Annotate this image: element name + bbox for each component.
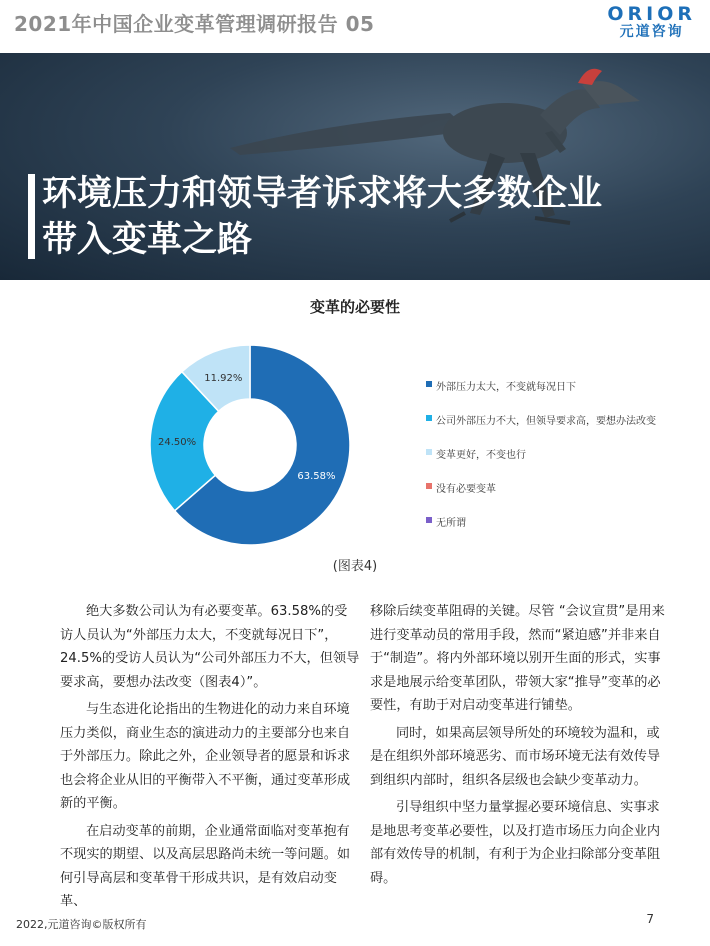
logo-en: ORIOR <box>607 3 696 25</box>
body-column-left <box>60 600 360 918</box>
banner-accent-bar <box>28 174 35 259</box>
legend-item <box>426 514 656 548</box>
legend-swatch <box>426 381 432 387</box>
legend-swatch <box>426 483 432 489</box>
chart-title: 变革的必要性 <box>309 298 400 316</box>
paragraph: 绝大多数公司认为有必要变革。63.58%的受访人员认为“外部压力太大，不变就每况日下”，24.5%的受访人员认为“公司外部压力不大，但领导要求高，要想办法改变（图表4）”。 <box>60 604 360 690</box>
legend-label: 无所谓 <box>436 518 466 529</box>
legend-label: 没有必要变革 <box>436 484 496 495</box>
paragraph: 移除后续变革阻碍的关键。尽管 “会议宣贯”是用来进行变革动员的常用手段，然而“紧迫感”并非来自于“制造”。将内外部环境以别开生面的形式，实事求是地展示给变革团队，带领大家“推导”变革的必要性，有助于对启动变革进行铺垫。 <box>370 604 665 713</box>
legend-item <box>426 446 656 480</box>
logo-cn: 元道咨询 <box>619 24 684 40</box>
logo <box>607 4 696 40</box>
legend-item <box>426 480 656 514</box>
legend-item <box>426 378 656 412</box>
footer-copyright: 2022,元道咨询©版权所有 <box>16 918 147 931</box>
legend-swatch <box>426 517 432 523</box>
header-title: 2021年中国企业变革管理调研报告 05 <box>14 12 375 36</box>
slice-label: 11.92% <box>204 373 243 385</box>
page-number: 7 <box>646 912 654 926</box>
donut-chart <box>120 330 380 560</box>
paragraph: 引导组织中坚力量掌握必要环境信息、实事求是地思考变革必要性，以及打造市场压力向企业内部有效传导的机制，有利于为企业扫除部分变革阻碍。 <box>370 800 661 886</box>
banner-title-line2: 带入变革之路 <box>42 220 253 260</box>
banner-title-line1: 环境压力和领导者诉求将大多数企业 <box>42 174 603 214</box>
slice-label: 63.58% <box>297 471 336 483</box>
paragraph: 在启动变革的前期，企业通常面临对变革抱有不现实的期望、以及高层思路尚未统一等问题。如何引导高层和变革骨干形成共识，是有效启动变革、 <box>60 823 351 909</box>
figure-caption: (图表4) <box>332 559 378 574</box>
legend-item <box>426 412 656 446</box>
slice-label: 24.50% <box>158 437 197 449</box>
banner <box>0 53 710 280</box>
chart-legend <box>426 378 656 548</box>
body-column-right <box>370 600 670 894</box>
legend-label: 公司外部压力不大，但领导要求高，要想办法改变 <box>436 416 656 427</box>
legend-swatch <box>426 415 432 421</box>
legend-label: 变革更好，不变也行 <box>436 450 526 461</box>
paragraph: 同时，如果高层领导所处的环境较为温和，或是在组织外部环境恶劣、而市场环境无法有效传导到组织内部时，组织各层级也会缺少变革动力。 <box>370 725 661 788</box>
banner-title <box>42 171 682 263</box>
legend-swatch <box>426 449 432 455</box>
legend-label: 外部压力太大，不变就每况日下 <box>436 382 576 393</box>
paragraph: 与生态进化论指出的生物进化的动力来自环境压力类似，商业生态的演进动力的主要部分也来自于外部压力。除此之外，企业领导者的愿景和诉求也会将企业从旧的平衡带入不平衡，通过变革形成新的平衡。 <box>60 702 351 811</box>
